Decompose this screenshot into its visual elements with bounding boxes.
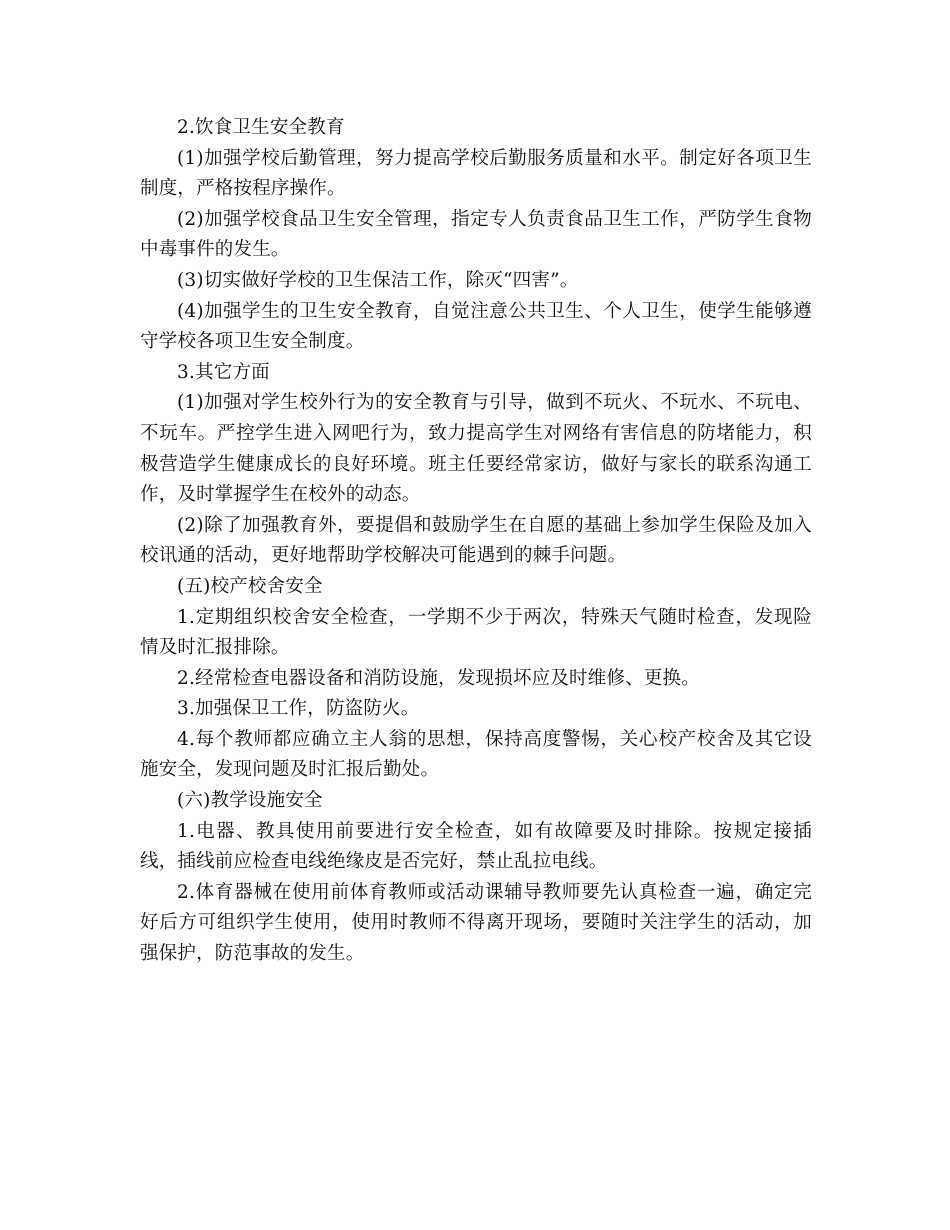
section-heading-teaching-facilities: (六)教学设施安全 bbox=[177, 790, 323, 812]
paragraph-diet-4: (4)加强学生的卫生安全教育，自觉注意公共卫生、个人卫生，使学生能够遵守学校各项卫生安全制度。 bbox=[140, 300, 812, 353]
paragraph-property-2: 2.经常检查电器设备和消防设施，发现损坏应及时维修、更换。 bbox=[177, 667, 700, 689]
paragraph-property-4: 4.每个教师都应确立主人翁的思想，保持高度警惕，关心校产校舍及其它设施安全，发现问题及时汇报后勤处。 bbox=[140, 728, 812, 781]
paragraph-teaching-1: 1.电器、教具使用前要进行安全检查，如有故障要及时排除。按规定接插线，插线前应检查电线绝缘皮是否完好，禁止乱拉电线。 bbox=[140, 820, 812, 873]
paragraph-diet-2: (2)加强学校食品卫生安全管理，指定专人负责食品卫生工作，严防学生食物中毒事件的发生。 bbox=[140, 208, 812, 261]
paragraph-property-3: 3.加强保卫工作，防盗防火。 bbox=[177, 698, 420, 720]
paragraph-diet-3: (3)切实做好学校的卫生保洁工作，除灭“四害”。 bbox=[177, 269, 579, 291]
section-heading-other: 3.其它方面 bbox=[177, 361, 270, 383]
paragraph-other-1: (1)加强对学生校外行为的安全教育与引导，做到不玩火、不玩水、不玩电、不玩车。严控学生进入网吧行为，致力提高学生对网络有害信息的防堵能力，积极营造学生健康成长的良好环境。班主任要经常家访，做好与家长的联系沟通工作，及时掌握学生在校外的动态。 bbox=[140, 392, 812, 506]
document-body bbox=[140, 113, 812, 970]
section-heading-property-safety: (五)校产校舍安全 bbox=[177, 575, 323, 597]
paragraph-teaching-2: 2.体育器械在使用前体育教师或活动课辅导教师要先认真检查一遍，确定完好后方可组织学生使用，使用时教师不得离开现场，要随时关注学生的活动，加强保护，防范事故的发生。 bbox=[140, 881, 812, 965]
paragraph-other-2: (2)除了加强教育外，要提倡和鼓励学生在自愿的基础上参加学生保险及加入校讯通的活动，更好地帮助学校解决可能遇到的棘手问题。 bbox=[140, 514, 812, 567]
paragraph-diet-1: (1)加强学校后勤管理，努力提高学校后勤服务质量和水平。制定好各项卫生制度，严格按程序操作。 bbox=[140, 147, 812, 200]
paragraph-property-1: 1.定期组织校舍安全检查，一学期不少于两次，特殊天气随时检查，发现险情及时汇报排除。 bbox=[140, 606, 812, 659]
section-heading-diet-safety: 2.饮食卫生安全教育 bbox=[177, 117, 345, 138]
